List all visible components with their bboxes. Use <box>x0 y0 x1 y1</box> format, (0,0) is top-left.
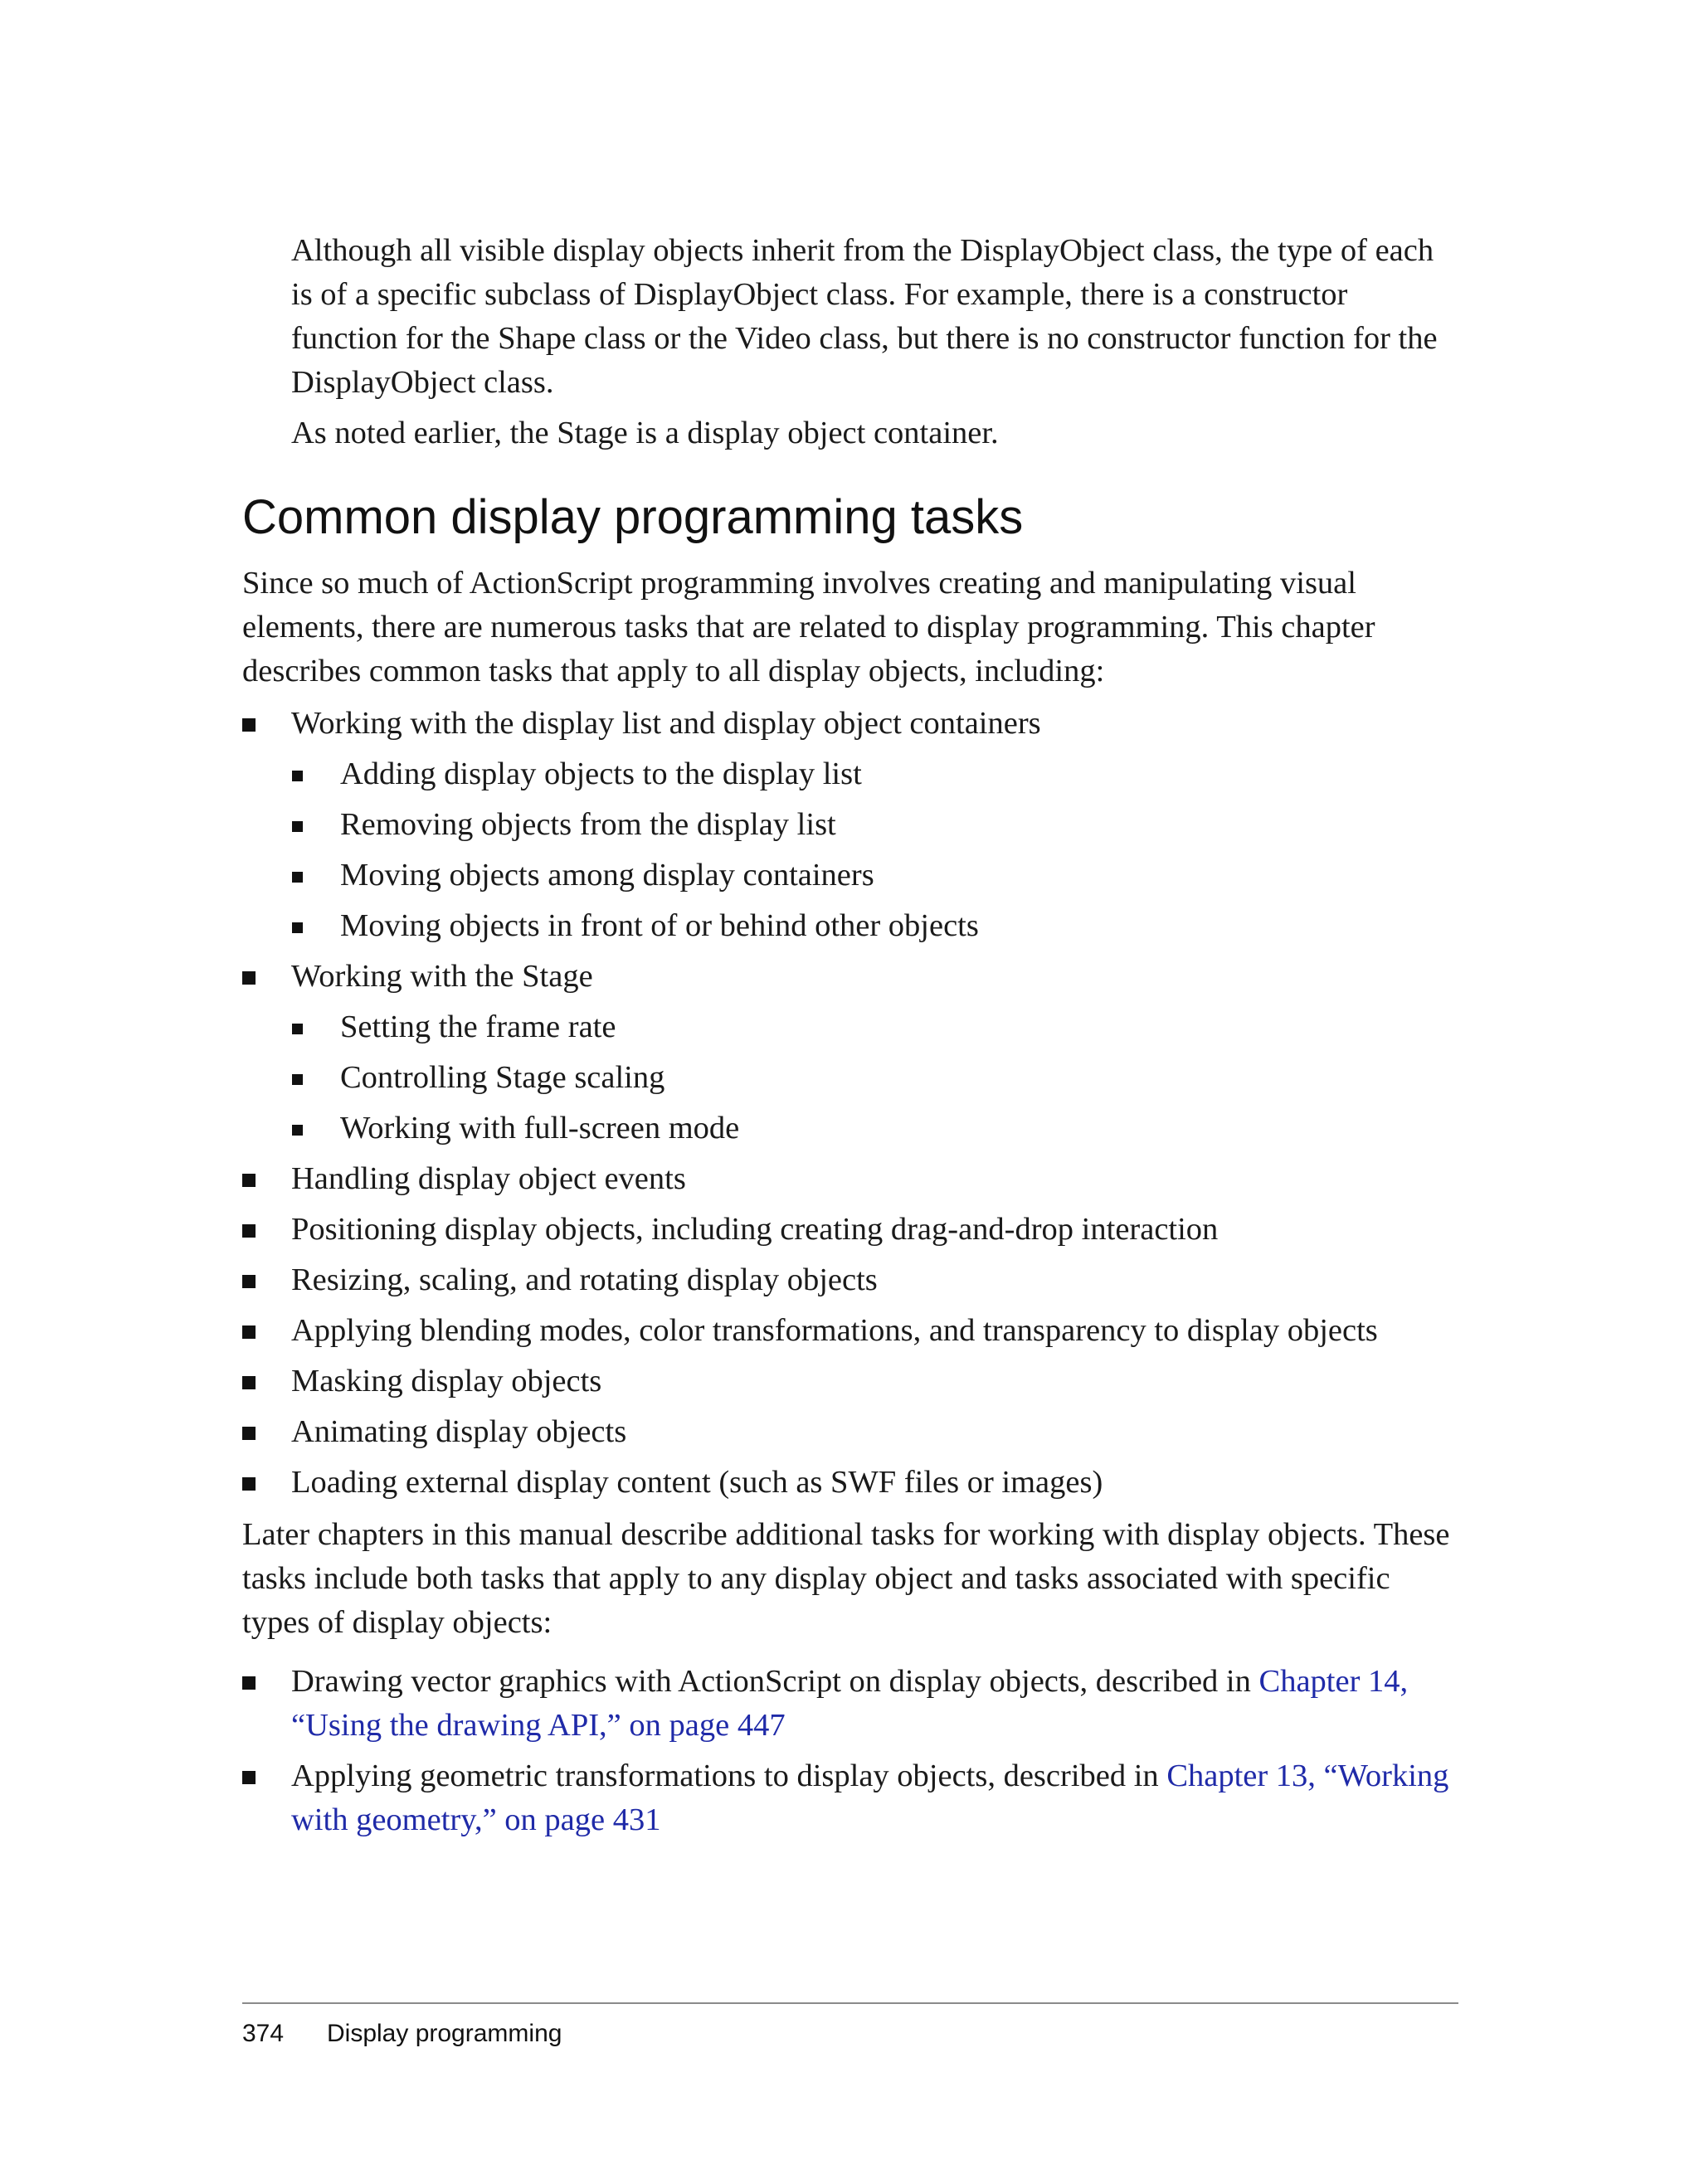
list-item <box>242 1754 1458 1842</box>
square-bullet-icon <box>292 1125 303 1136</box>
square-bullet-icon <box>242 1224 256 1238</box>
list-item-label: Working with the Stage <box>291 959 593 994</box>
footer-divider <box>242 2002 1458 2004</box>
square-bullet-icon <box>292 1024 303 1034</box>
task-list <box>242 702 1458 1505</box>
reference-list <box>242 1660 1458 1842</box>
square-bullet-icon <box>292 821 303 832</box>
reference-text: Applying geometric transformations to display objects, described in <box>291 1758 1167 1793</box>
list-item <box>242 1360 1458 1403</box>
running-chapter-title: Display programming <box>327 2020 562 2047</box>
list-item <box>242 1660 1458 1748</box>
list-item-label: Resizing, scaling, and rotating display objects <box>291 1262 878 1297</box>
square-bullet-icon <box>292 922 303 933</box>
list-item <box>242 752 1458 796</box>
list-item-label: Removing objects from the display list <box>340 807 836 842</box>
list-item <box>242 955 1458 999</box>
chapter-14-link[interactable]: Chapter 14, “Using the drawing API,” on page 447 <box>291 1664 1409 1743</box>
square-bullet-icon <box>242 1427 256 1440</box>
list-item-label: Controlling Stage scaling <box>340 1060 665 1095</box>
square-bullet-icon <box>242 718 256 732</box>
square-bullet-icon <box>242 1376 256 1389</box>
closing-paragraph: Later chapters in this manual describe additional tasks for working with display objects. These tasks include both tasks that apply to any display object and tasks associated with specific types of display objects: <box>242 1517 1450 1640</box>
list-item <box>242 854 1458 897</box>
list-item-label: Positioning display objects, including creating drag-and-drop interaction <box>291 1212 1219 1247</box>
page-content <box>242 229 1458 1849</box>
list-item-label: Moving objects among display containers <box>340 858 874 893</box>
list-item-label: Applying blending modes, color transformations, and transparency to display objects <box>291 1313 1378 1348</box>
list-item <box>242 1208 1458 1252</box>
list-item <box>242 803 1458 847</box>
intro-paragraph: Although all visible display objects inherit from the DisplayObject class, the type of each is of a specific subclass of DisplayObject class. For example, there is a constructor function for the Shape class or the Video class, but there is no constructor function for the DisplayObject class. <box>291 233 1438 400</box>
square-bullet-icon <box>242 1676 256 1690</box>
list-item-label: Working with full-screen mode <box>340 1111 740 1146</box>
list-item-label: Working with the display list and display object containers <box>291 706 1041 741</box>
page-footer <box>242 2017 562 2050</box>
square-bullet-icon <box>292 771 303 781</box>
list-item <box>242 904 1458 948</box>
list-item <box>242 1005 1458 1049</box>
list-item-label: Adding display objects to the display list <box>340 756 862 791</box>
square-bullet-icon <box>242 1477 256 1491</box>
list-item <box>242 1461 1458 1505</box>
square-bullet-icon <box>242 1325 256 1339</box>
list-item-label: Animating display objects <box>291 1414 627 1449</box>
list-item-label: Setting the frame rate <box>340 1009 616 1044</box>
square-bullet-icon <box>242 1174 256 1187</box>
list-item <box>242 702 1458 746</box>
chapter-13-link[interactable]: Chapter 13, “Working with geometry,” on page 431 <box>291 1758 1449 1837</box>
list-item-label: Moving objects in front of or behind other objects <box>340 908 979 943</box>
list-item <box>242 1157 1458 1201</box>
list-item <box>242 1258 1458 1302</box>
list-item <box>242 1410 1458 1454</box>
list-item <box>242 1309 1458 1353</box>
square-bullet-icon <box>292 872 303 883</box>
square-bullet-icon <box>292 1074 303 1085</box>
list-item-label: Masking display objects <box>291 1364 602 1398</box>
square-bullet-icon <box>242 971 256 985</box>
square-bullet-icon <box>242 1275 256 1288</box>
section-heading: Common display programming tasks <box>242 490 1024 544</box>
list-item <box>242 1056 1458 1100</box>
intro-block <box>242 229 1458 455</box>
list-item-label: Loading external display content (such as SWF files or images) <box>291 1465 1103 1500</box>
list-item-label: Handling display object events <box>291 1161 686 1196</box>
list-item <box>242 1107 1458 1150</box>
page-number: 374 <box>242 2020 285 2047</box>
square-bullet-icon <box>242 1771 256 1784</box>
section-lead-paragraph: Since so much of ActionScript programming involves creating and manipulating visual elements, there are numerous tasks that are related to display programming. This chapter describes common tasks that apply to all display objects, including: <box>242 566 1375 688</box>
intro-paragraph: As noted earlier, the Stage is a display object container. <box>291 416 999 450</box>
reference-text: Drawing vector graphics with ActionScript on display objects, described in <box>291 1664 1259 1699</box>
